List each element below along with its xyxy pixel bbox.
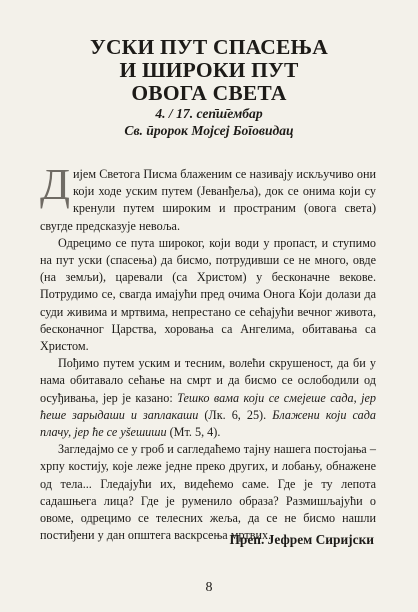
drop-cap: Д (40, 160, 71, 209)
page-title (40, 36, 378, 105)
saint-line: Св. ӣророк Мојсеј Боīовидац (124, 123, 294, 138)
author-signature: Преп. Јефрем Сиријски (229, 532, 374, 547)
feast-date (40, 105, 378, 139)
paragraph-1-text: ијем Светога Писма блаженим се називају искључиво они који ходе уским путем (Јеванђеља), док се онима који су кренули путем широким и пространим (овога света) свугде предсказује невоља. (40, 167, 376, 233)
reference-luke: (Лк. 6, 25). (198, 407, 273, 422)
paragraph-2: Одрецимо се пута широког, који води у пропаст, и ступимо на пут уски (спасења) да бисмо, потрудивши се не много, овде (на земљи), царевали (са Христом) у бесконачне векове. Потрудимо се, свагда имајући пред очима Онога Који долази да суди живима и мртвима, непрестано се сећајући вечног живота, бесконачног Царства, хоровања са Ангелима, обитавања са Христом. (40, 235, 376, 354)
quote-luke: Тешко вама који се смејеше сада, јер ћеше зарыдаши и заплакаши (40, 390, 376, 422)
date-line: 4. / 17. сеп̄ш̄ембар (155, 106, 263, 121)
title-line-2: И ШИРОКИ ПУТ (119, 58, 299, 82)
page-number: 8 (205, 580, 213, 595)
title-line-1: УСКИ ПУТ СПАСЕЊА (89, 35, 329, 59)
reference-matthew: (Мт. 5, 4). (166, 425, 221, 440)
paragraph-3-text: Пођимо путем уским и тесним, волећи скрушеност, да би у нама обитавало сећање на смрт и да бисмо се ослободили од осуђивања, јер је казано: (40, 356, 376, 405)
body-text (40, 160, 376, 544)
paragraph-3 (40, 355, 376, 441)
quote-matthew: Блажени који сада плачу, јер ће се уšешиши (40, 407, 376, 440)
title-line-3: ОВОГА СВЕТА (131, 81, 287, 105)
paragraph-1 (40, 160, 376, 235)
paragraph-4: Загледајмо се у гроб и сагледаћемо тајну нашега постојања – хрпу костију, које леже једне преко других, и лобању, обнажене од тела... Гледајући их, видећемо саме. Где је ту лепота садашњега лица? Где је руменило образа? Размишљајући о овоме, одрецимо се телесних жеља, да се не бисмо нашли постиђени у дан општега васкрсења мртвих. (40, 442, 376, 543)
